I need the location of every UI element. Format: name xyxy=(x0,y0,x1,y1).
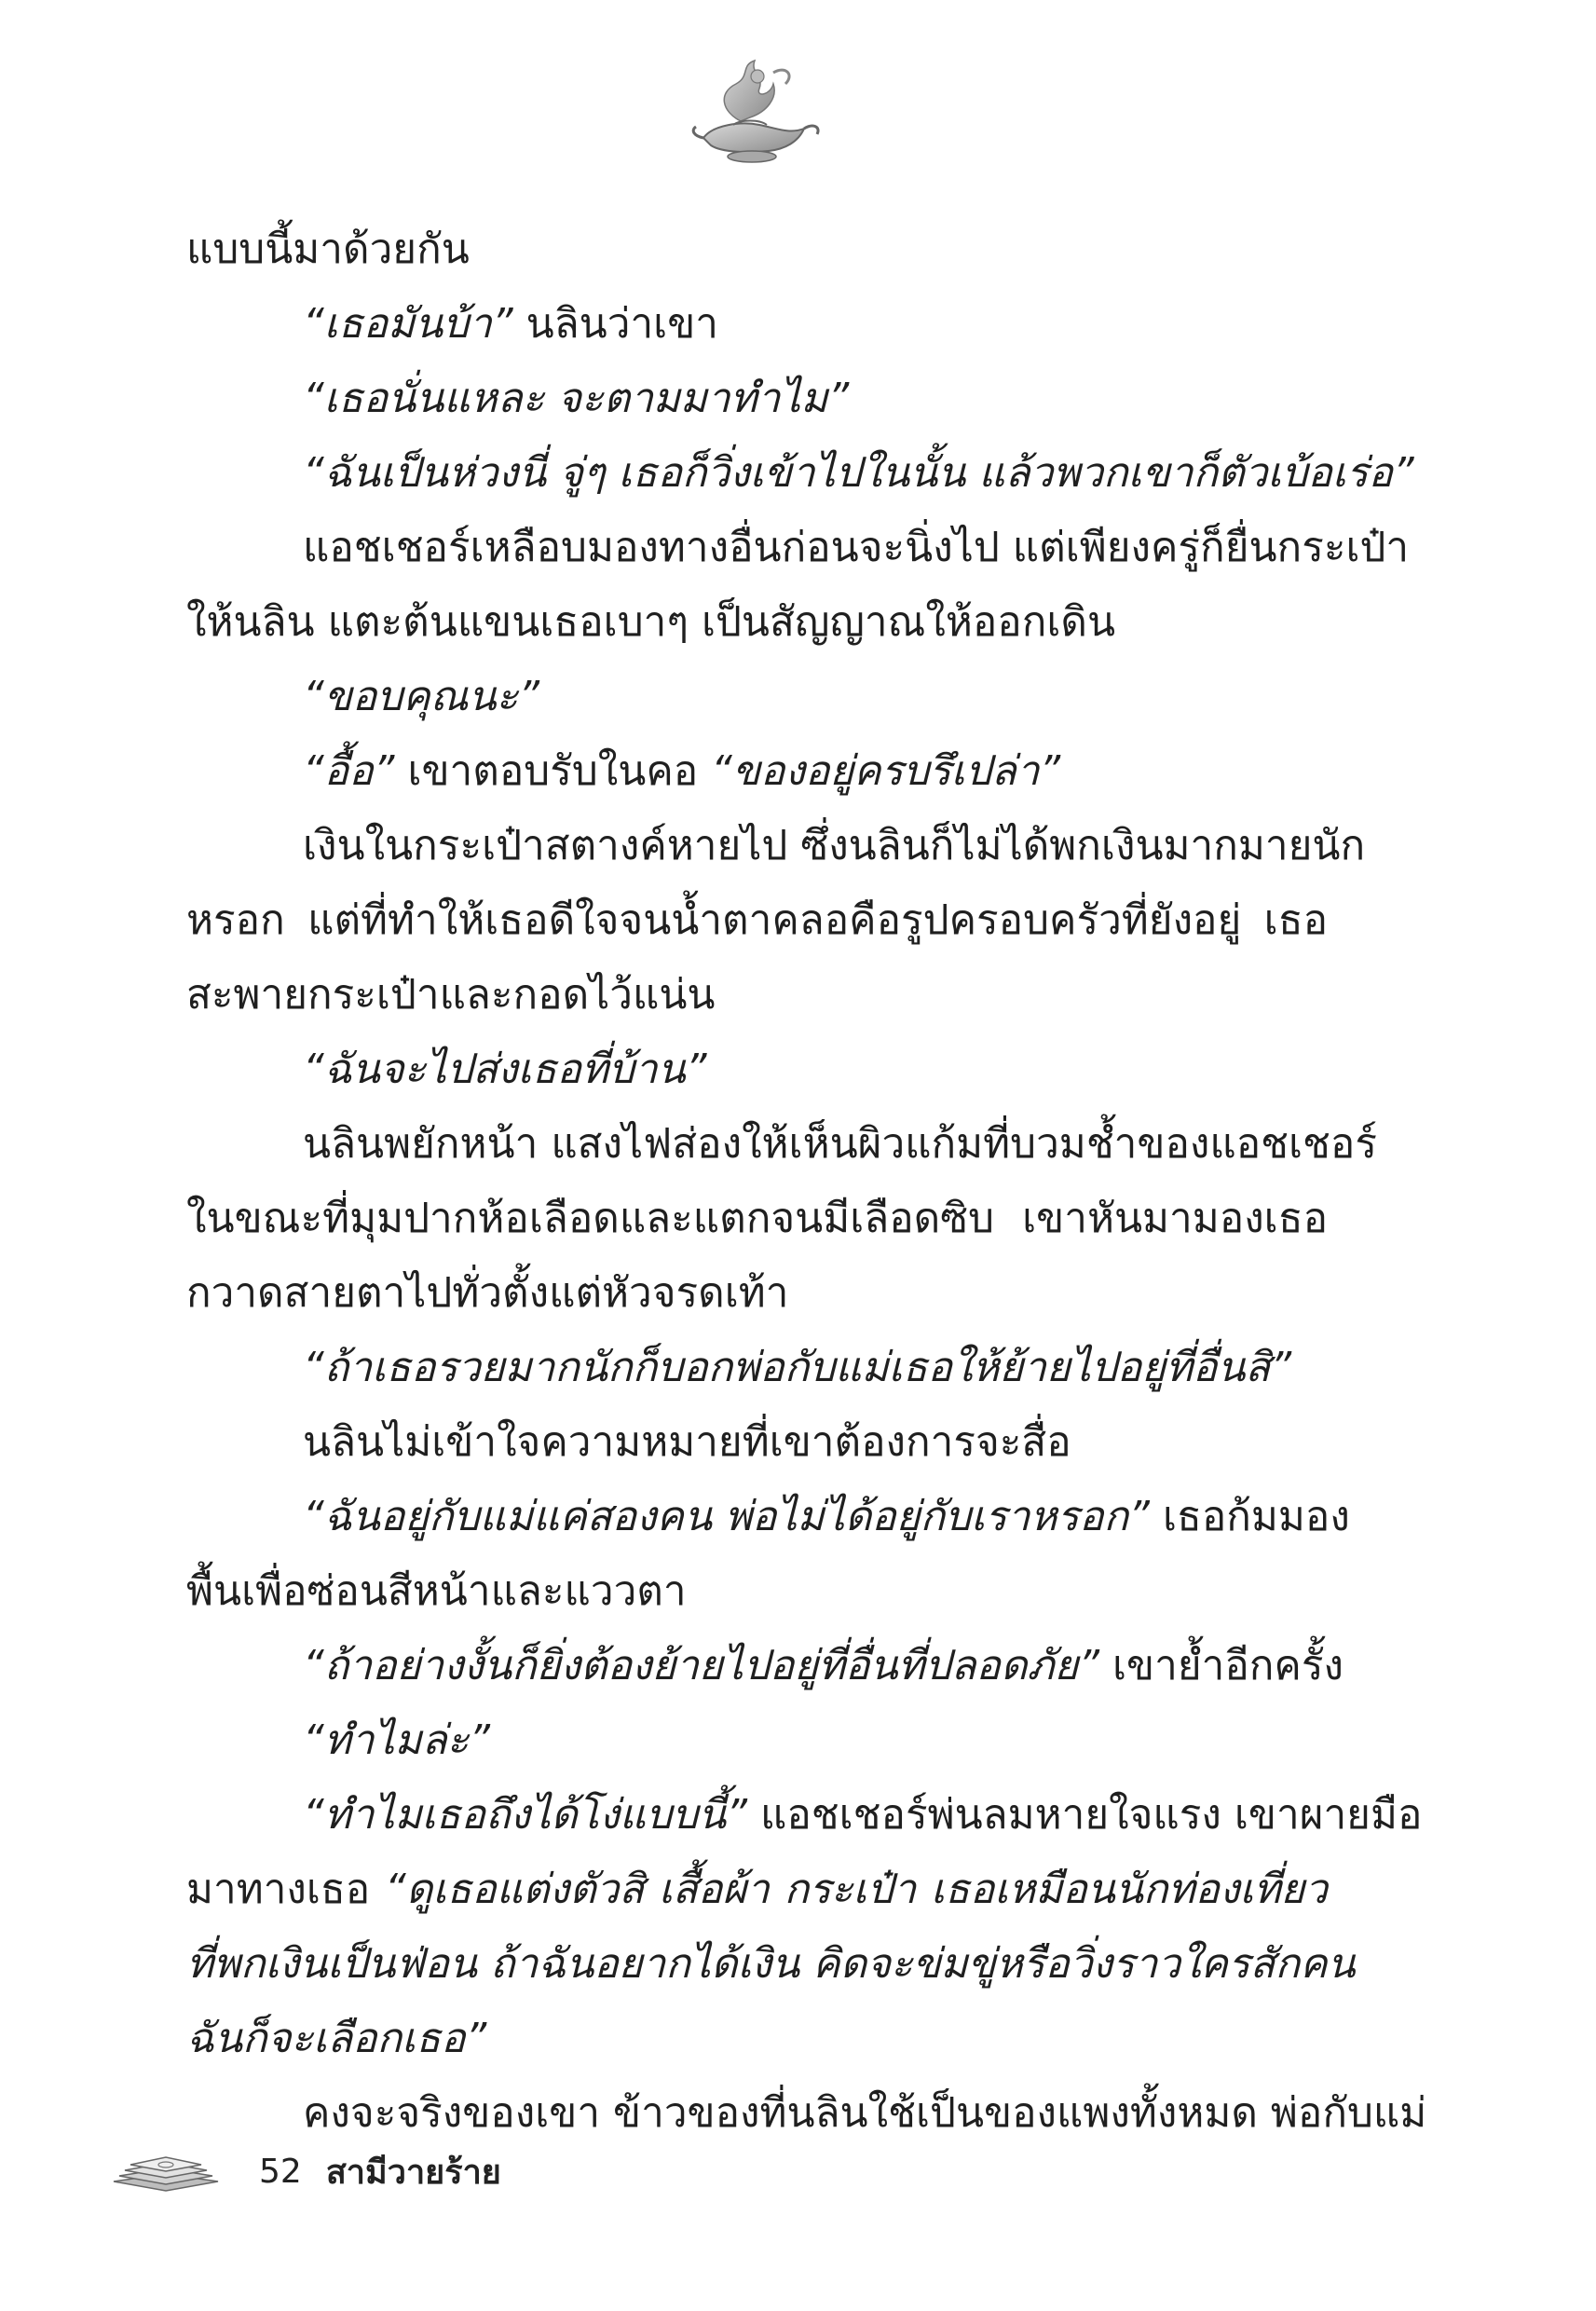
narration-text: แอชเชอร์พ่นลมหายใจแรง เขาผายมือ xyxy=(747,1791,1423,1839)
dialogue-text: “เธอมันบ้า” xyxy=(303,300,513,348)
narration-text: กวาดสายตาไปทั่วตั้งแต่หัวจรดเท้า xyxy=(186,1269,789,1317)
dialogue-text: “เธอนั่นแหละ จะตามมาทำไม” xyxy=(303,375,850,422)
genie-lamp-icon xyxy=(685,56,825,172)
narration-text: หรอก แต่ที่ทำให้เธอดีใจจนน้ำตาคลอคือรูปครอบครัวที่ยังอยู่ เธอ xyxy=(186,896,1328,944)
text-line xyxy=(186,660,1328,734)
text-line xyxy=(186,511,1410,585)
text-line xyxy=(186,436,1414,511)
body-text xyxy=(186,212,1427,2151)
text-line xyxy=(186,1480,1350,1554)
text-line xyxy=(186,585,1328,660)
narration-text: เขาตอบรับในคอ xyxy=(394,747,712,795)
narration-text: เขาย้ำอีกครั้ง xyxy=(1099,1642,1344,1689)
text-line xyxy=(186,1107,1377,1182)
text-line xyxy=(186,883,1328,958)
text-line xyxy=(186,1405,1328,1480)
text-line xyxy=(186,809,1366,883)
text-line xyxy=(186,1629,1344,1703)
text-line xyxy=(186,1853,1328,1927)
dialogue-text: “อื้อ” xyxy=(303,747,395,795)
page-number: 52 xyxy=(259,2152,302,2191)
dialogue-text: “ขอบคุณนะ” xyxy=(303,673,539,720)
text-line xyxy=(186,1032,1328,1107)
text-line xyxy=(186,362,1328,436)
text-line xyxy=(186,1182,1328,1256)
narration-text: ในขณะที่มุมปากห้อเลือดและแตกจนมีเลือดซิบ เขาหันมามองเธอ xyxy=(186,1195,1328,1242)
text-line xyxy=(186,1256,1328,1331)
text-line xyxy=(186,212,1328,287)
dialogue-text: “ฉันจะไปส่งเธอที่บ้าน” xyxy=(303,1046,707,1093)
narration-text: แอชเชอร์เหลือบมองทางอื่นก่อนจะนิ่งไป แต่เพียงครู่ก็ยื่นกระเป๋า xyxy=(303,524,1410,571)
dialogue-text: “ของอยู่ครบรึเปล่า” xyxy=(711,747,1061,795)
dialogue-text: “ฉันเป็นห่วงนี่ จู่ๆ เธอก็วิ่งเข้าไปในนั้น แล้วพวกเขาก็ตัวเบ้อเร่อ” xyxy=(303,449,1414,497)
dialogue-text: “ถ้าอย่างงั้นก็ยิ่งต้องย้ายไปอยู่ที่อื่นที่ปลอดภัย” xyxy=(303,1642,1100,1689)
dialogue-text: ที่พกเงินเป็นฟ่อน ถ้าฉันอยากได้เงิน คิดจะข่มขู่หรือวิ่งราวใครสักคน xyxy=(186,1940,1356,1988)
text-line xyxy=(186,287,1328,362)
text-line xyxy=(186,734,1328,809)
narration-text: นลินว่าเขา xyxy=(512,300,718,348)
text-line xyxy=(186,2076,1427,2151)
dialogue-text: “ฉันอยู่กับแม่แค่สองคน พ่อไม่ได้อยู่กับเราหรอก” xyxy=(303,1493,1150,1540)
text-line xyxy=(186,1703,1328,1778)
narration-text: ให้นลิน แตะต้นแขนเธอเบาๆ เป็นสัญญาณให้ออกเดิน xyxy=(186,598,1116,646)
dialogue-text: “ถ้าเธอรวยมากนักก็บอกพ่อกับแม่เธอให้ย้ายไปอยู่ที่อื่นสิ” xyxy=(303,1344,1292,1391)
text-line xyxy=(186,2002,1328,2076)
text-line xyxy=(186,1778,1423,1853)
narration-text: สะพายกระเป๋าและกอดไว้แน่น xyxy=(186,971,716,1019)
narration-text: คงจะจริงของเขา ข้าวของที่นลินใช้เป็นของแพงทั้งหมด พ่อกับแม่ xyxy=(303,2089,1427,2137)
narration-text: พื้นเพื่อซ่อนสีหน้าและแววตา xyxy=(186,1567,687,1615)
dialogue-text: ฉันก็จะเลือกเธอ” xyxy=(186,2015,487,2062)
book-title: สามีวายร้าย xyxy=(325,2153,501,2192)
dialogue-text: “ทำไมล่ะ” xyxy=(303,1716,491,1764)
dialogue-text: “ดูเธอแต่งตัวสิ เสื้อผ้า กระเป๋า เธอเหมือนนักท่องเที่ยว xyxy=(385,1866,1328,1913)
narration-text: นลินพยักหน้า แสงไฟส่องให้เห็นผิวแก้มที่บวมช้ำของแอชเชอร์ xyxy=(303,1120,1377,1168)
narration-text: เงินในกระเป๋าสตางค์หายไป ซึ่งนลินก็ไม่ได้พกเงินมากมายนัก xyxy=(303,822,1366,869)
narration-text: แบบนี้มาด้วยกัน xyxy=(186,226,470,273)
text-line xyxy=(186,1331,1328,1405)
narration-text: นลินไม่เข้าใจความหมายที่เขาต้องการจะสื่อ xyxy=(303,1418,1071,1466)
page-footer xyxy=(110,2143,501,2199)
text-line xyxy=(186,1554,1328,1629)
dialogue-text: “ทำไมเธอถึงได้โง่แบบนี้” xyxy=(303,1791,747,1839)
narration-text: เธอก้มมอง xyxy=(1149,1493,1350,1540)
narration-text: มาทางเธอ xyxy=(186,1866,385,1913)
money-stack-icon xyxy=(110,2148,222,2195)
text-line xyxy=(186,1927,1356,2002)
text-line xyxy=(186,958,1328,1032)
